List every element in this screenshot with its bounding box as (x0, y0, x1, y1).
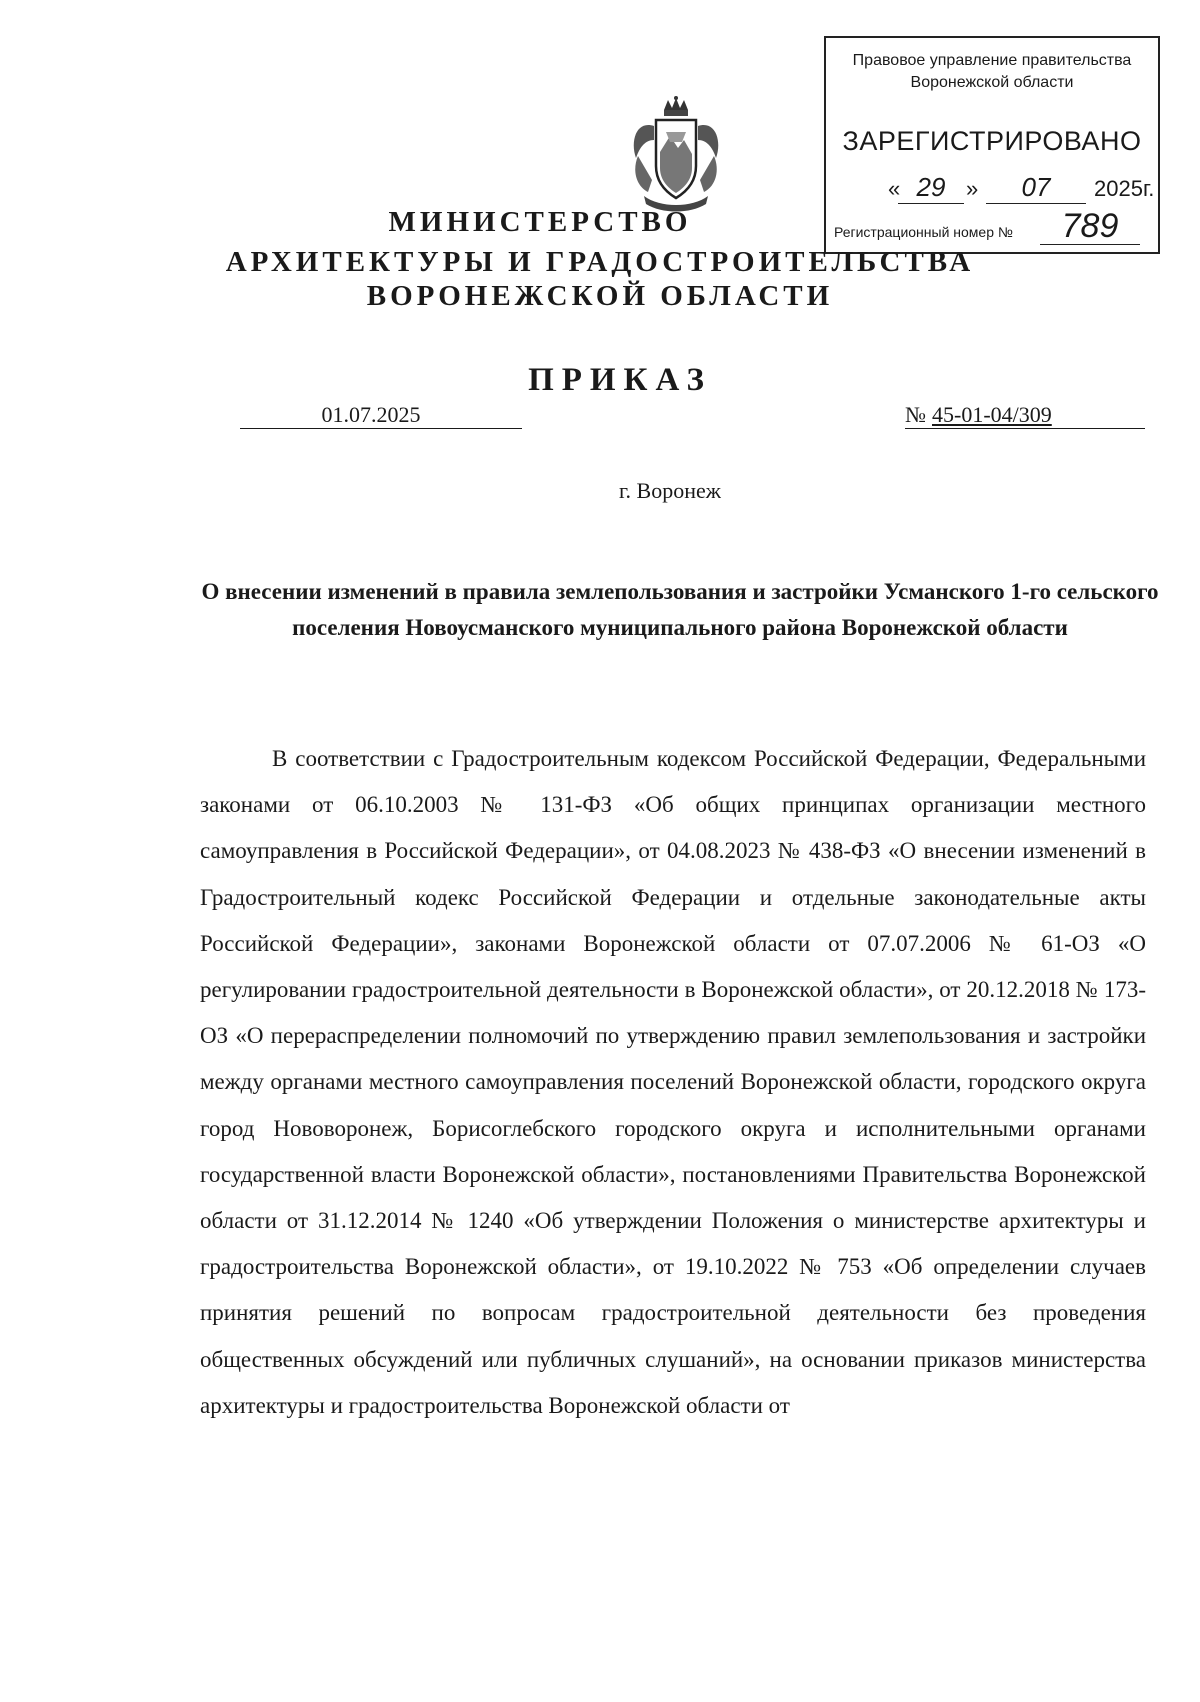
document-type: ПРИКАЗ (528, 362, 712, 398)
stamp-month: 07 (986, 172, 1086, 204)
document-date: 01.07.2025 (240, 402, 522, 429)
document-number-value: 45-01-04/309 (932, 402, 1052, 427)
document-body: В соответствии с Градостроительным кодексом Российской Федерации, Федеральными законами от 06.10.2003 № 131-ФЗ «Об общих принципах организации местного самоуправления в Российской Федерации», от 04.08.2023 № 438-ФЗ «О внесении изменений в Градостроительный кодекс Российской Федерации и отдельные законодательные акты Российской Федерации», законами Воронежской области от 07.07.2006 № 61-ОЗ «О регулировании градостроительной деятельности в Воронежской области», от 20.12.2018 № 173-ОЗ «О перераспределении полномочий по утверждению правил землепользования и застройки между органами местного самоуправления поселений Воронежской области, городского округа город Нововоронеж, Борисоглебского городского округа и исполнительными органами государственной власти Воронежской области», постановлениями Правительства Воронежской области от 31.12.2014 № 1240 «Об утверждении Положения о министерстве архитектуры и градостроительства Воронежской области», от 19.10.2022 № 753 «Об определении случаев принятия решений по вопросам градостроительной деятельности без проведения общественных обсуждений или публичных слушаний», на основании приказов министерства архитектуры и градостроительства Воронежской области от (200, 746, 1146, 1418)
stamp-quote-open: « (888, 176, 901, 201)
stamp-day: 29 (898, 172, 964, 204)
stamp-org-line2: Воронежской области (910, 74, 1074, 91)
document-number-label: № (905, 402, 926, 427)
stamp-org-line1: Правовое управление правительства (852, 52, 1132, 69)
document-number (905, 402, 1145, 429)
document-city: г. Воронеж (619, 478, 721, 503)
stamp-title: ЗАРЕГИСТРИРОВАНО (842, 126, 1142, 156)
coat-of-arms-icon (626, 96, 726, 214)
ministry-name-line1: МИНИСТЕРСТВО (388, 206, 692, 238)
stamp-reg-label: Регистрационный номер № (834, 224, 1013, 240)
stamp-quote-close: » (966, 176, 979, 201)
ministry-name-line3: ВОРОНЕЖСКОЙ ОБЛАСТИ (366, 280, 834, 312)
ministry-name-line2: АРХИТЕКТУРЫ И ГРАДОСТРОИТЕЛЬСТВА (225, 246, 975, 278)
document-subject: О внесении изменений в правила землепользования и застройки Усманского 1-го сельского поселения Новоусманского муниципального района Воронежской области (201, 579, 1159, 640)
stamp-year: 2025г. (1094, 176, 1155, 201)
stamp-reg-number: 789 (1040, 208, 1140, 245)
